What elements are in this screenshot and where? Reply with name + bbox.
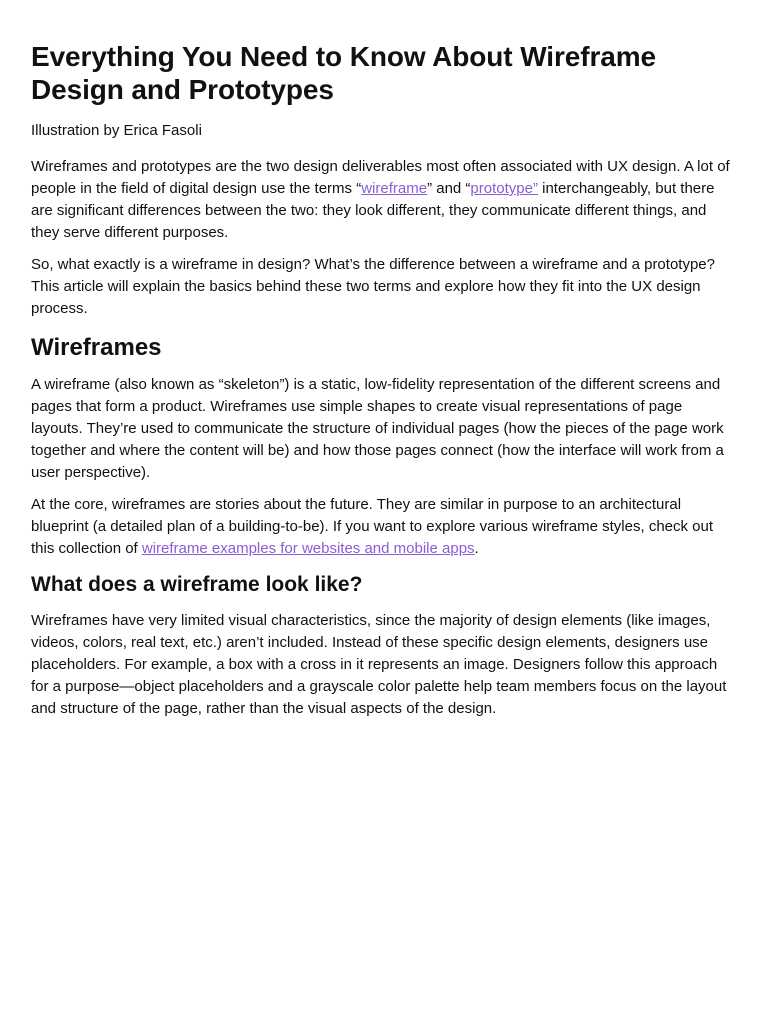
intro-text-c: interchangeably, but there are significant differences between the two: they look different, they communicate different things, and they serve different purposes. — [31, 180, 715, 241]
wireframes-heading: Wireframes — [31, 334, 162, 361]
wireframe-link[interactable]: wireframe — [361, 180, 428, 197]
wireframe-examples-link[interactable]: wireframe examples for websites and mobile apps — [141, 540, 475, 557]
wireframes-text-a: At the core, wireframes are stories about the future. They are similar in purpose to an architectural blueprint (a detailed plan of a building-to-be). If you want to explore various wireframe styles, check out this collection of — [31, 496, 714, 557]
intro-paragraph-1 — [31, 156, 737, 244]
illustration-credit: Illustration by Erica Fasoli — [31, 122, 202, 139]
prototype-link[interactable]: prototype” — [470, 180, 538, 197]
wireframes-paragraph-1: A wireframe (also known as “skeleton”) is a static, low-fidelity representation of the different screens and pages that form a product. Wireframes use simple shapes to create visual representations of page layouts. They’re used to communicate the structure of individual pages (how the pieces of the page work together and where the content will be) and how those pages connect (how the interface will work from a user perspective). — [31, 376, 724, 481]
page-title: Everything You Need to Know About Wireframe Design and Prototypes — [31, 41, 656, 105]
wireframes-text-b: . — [474, 540, 479, 557]
look-like-heading: What does a wireframe look like? — [31, 573, 363, 596]
intro-text-a: Wireframes and prototypes are the two design deliverables most often associated with UX design. A lot of people in the field of digital design use the terms “ — [31, 158, 730, 197]
look-like-paragraph-1: Wireframes have very limited visual characteristics, since the majority of design elements (like images, videos, colors, real text, etc.) aren’t included. Instead of these specific design elements, designers use placeholders. For example, a box with a cross in it represents an image. Designers follow this approach for a purpose—object placeholders and a grayscale color palette help team members focus on the layout and structure of the page, rather than the visual aspects of the design. — [31, 612, 727, 717]
intro-text-b: ” and “ — [427, 180, 471, 197]
intro-paragraph-2: So, what exactly is a wireframe in design? What’s the difference between a wireframe and a prototype? This article will explain the basics behind these two terms and explore how they fit into the UX design process. — [31, 256, 715, 317]
wireframes-paragraph-2 — [31, 494, 737, 560]
